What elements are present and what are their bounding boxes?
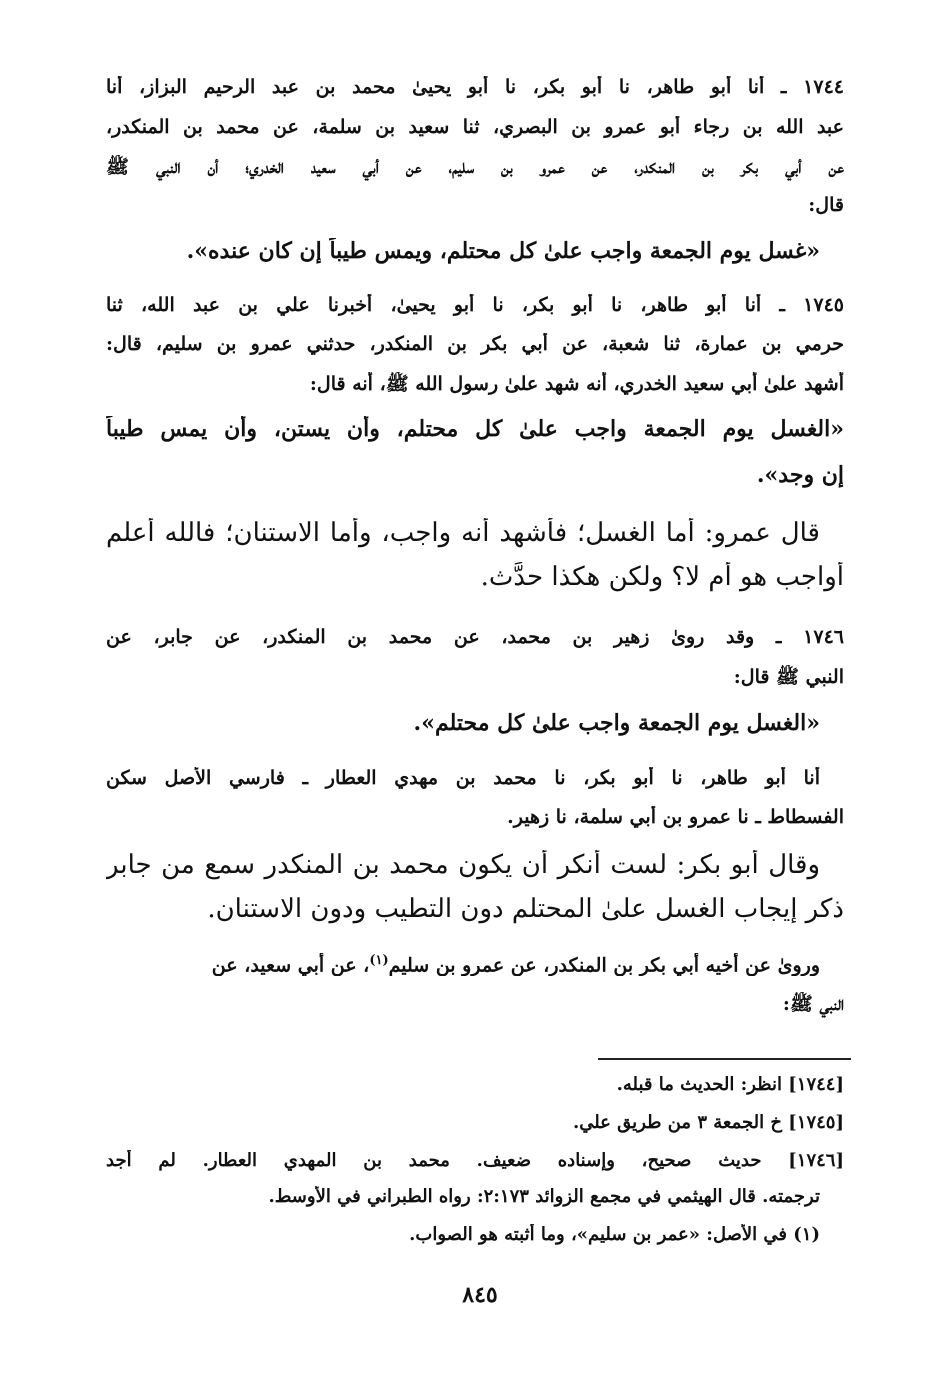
hadith-1744-matn: «غسل يوم الجمعة واجب علىٰ كل محتلم، ويمس طيباً إن كان عنده». (186, 238, 820, 264)
abu-bakr-comment-1: وقال أبو بكر: لست أنكر أن يكون محمد بن المنكدر سمع من جابر (106, 850, 820, 880)
hadith-1746-line-2: النبي ﷺ قال: (733, 666, 844, 688)
footnote-1746-line-2: ترجمته. قال الهيثمي في مجمع الزوائد ٢:١٧٣: رواه الطبراني في الأوسط. (268, 1186, 820, 1207)
hadith-1745-line-2: حرمي بن عمارة، ثنا شعبة، عن أبي بكر بن المنكدر، حدثني عمرو بن سليم، قال: (106, 333, 844, 355)
hadith-1745-comment-2: أواجب هو أم لا؟ ولكن هكذا حدَّث. (480, 562, 844, 592)
page-number: ٨٤٥ (462, 1282, 498, 1308)
footnote-ref-1: (١) (369, 953, 389, 968)
abu-bakr-comment-2: ذكر إيجاب الغسل علىٰ المحتلم دون التطيب ودون الاستنان. (207, 894, 844, 924)
footnote-1745: [١٧٤٥] خ الجمعة ٣ من طريق علي. (572, 1112, 844, 1133)
hadith-1744-line-3: عن أبي بكر بن المنكدر، عن عمرو بن سليم، عن أبي سعيد الخدري؛ أن النبي ﷺ (106, 156, 844, 178)
hadith-1744-line-4: قال: (808, 194, 844, 216)
hadith-1745-matn-1: «الغسل يوم الجمعة واجب علىٰ كل محتلم، وأن يستن، وأن يمس طيباً (106, 416, 844, 442)
hadith-1745-line-3: أشهد علىٰ أبي سعيد الخدري، أنه شهد علىٰ رسول الله ﷺ، أنه قال: (309, 373, 844, 395)
hadith-1746-isnad-1: أنا أبو طاهر، نا أبو بكر، نا محمد بن مهدي العطار ـ فارسي الأصل سكن (106, 767, 820, 789)
rawa-line-1-start: ورویٰ عن أخيه أبي بكر بن المنكدر، عن عمرو بن سليم (388, 954, 820, 977)
hadith-1745-line-1: ١٧٤٥ ـ أنا أبو طاهر، نا أبو بكر، نا أبو يحيىٰ، أخبرنا علي بن عبد الله، ثنا (106, 294, 844, 316)
hadith-1746-matn: «الغسل يوم الجمعة واجب علىٰ كل محتلم». (413, 710, 820, 736)
hadith-1744-line-2: عبد الله بن رجاء أبو عمرو بن البصري، ثنا سعيد بن سلمة، عن محمد بن المنكدر، (106, 116, 844, 138)
hadith-1745-comment-1: قال عمرو: أما الغسل؛ فأشهد أنه واجب، وأما الاستنان؛ فالله أعلم (106, 518, 820, 548)
hadith-1745-matn-2: إن وجد». (756, 462, 844, 488)
hadith-1746-line-1: ١٧٤٦ ـ وقد رویٰ زهير بن محمد، عن محمد بن المنكدر، عن جابر، عن (106, 626, 844, 648)
footnote-separator (598, 1058, 851, 1060)
hadith-1746-isnad-2: الفسطاط ـ نا عمرو بن أبي سلمة، نا زهير. (507, 806, 844, 828)
rawa-line-1 (106, 953, 820, 976)
rawa-line-1-end: ، عن أبي سعيد، عن (211, 954, 370, 977)
footnote-note-1: (١) في الأصل: «عمر بن سليم»، وما أثبته هو الصواب. (409, 1224, 820, 1245)
footnote-1744: [١٧٤٤] انظر: الحديث ما قبله. (616, 1074, 844, 1095)
footnote-1746-line-1: [١٧٤٦] حديث صحيح، وإسناده ضعيف. محمد بن المهدي العطار. لم أجد (106, 1150, 844, 1171)
hadith-1744-line-1: ١٧٤٤ ـ أنا أبو طاهر، نا أبو بكر، نا أبو يحيىٰ محمد بن عبد الرحيم البزاز، أنا (106, 76, 844, 98)
rawa-line-2: النبي ﷺ: (782, 993, 844, 1015)
